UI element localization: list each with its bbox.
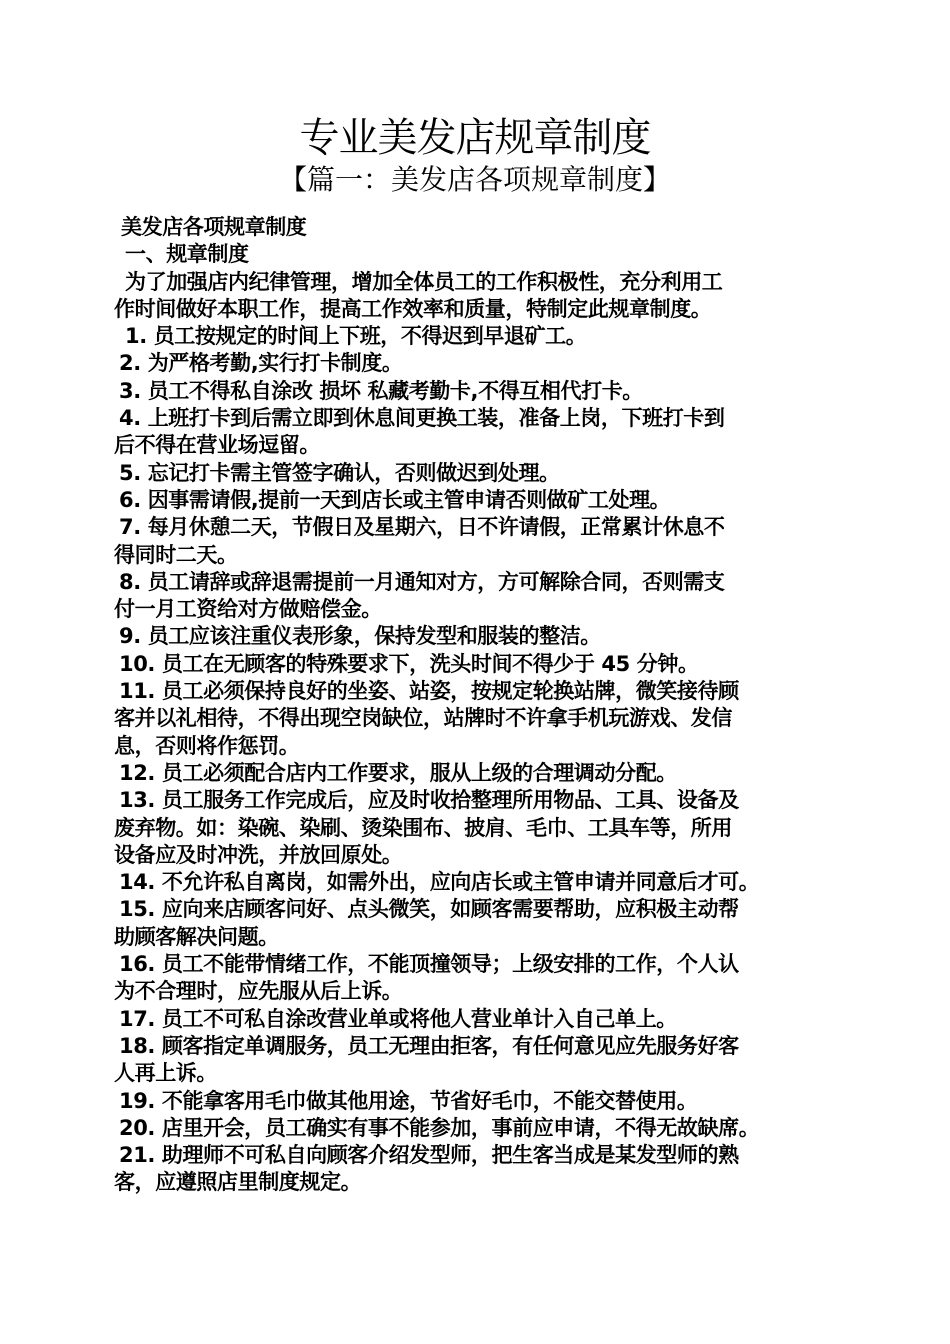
rule-line: 人再上诉。	[114, 1061, 217, 1086]
rule-line: 15. 应向来店顾客问好、点头微笑，如顾客需要帮助，应积极主动帮	[119, 897, 739, 922]
rule-line: 2. 为严格考勤,实行打卡制度。	[119, 351, 403, 376]
rule-line: 设备应及时冲洗，并放回原处。	[114, 842, 403, 867]
rule-line: 为不合理时，应先服从后上诉。	[114, 979, 403, 1004]
rule-line: 7. 每月休憩二天，节假日及星期六，日不许请假，正常累计休息不	[119, 515, 725, 540]
subsection-heading: 一、规章制度	[125, 242, 249, 267]
page-subtitle: 【篇一：美发店各项规章制度】	[278, 163, 671, 196]
intro-paragraph-line: 为了加强店内纪律管理，增加全体员工的工作积极性，充分利用工	[125, 269, 723, 294]
rule-line: 4. 上班打卡到后需立即到休息间更换工装，准备上岗，下班打卡到	[119, 406, 725, 431]
document-body	[114, 214, 842, 1197]
rule-line: 17. 员工不可私自涂改营业单或将他人营业单计入自己单上。	[119, 1006, 677, 1031]
rule-line: 1. 员工按规定的时间上下班，不得迟到早退矿工。	[125, 324, 587, 349]
rule-line: 21. 助理师不可私自向顾客介绍发型师，把生客当成是某发型师的熟	[119, 1143, 739, 1168]
intro-paragraph-line: 作时间做好本职工作，提高工作效率和质量，特制定此规章制度。	[114, 296, 712, 321]
rule-line: 得同时二天。	[114, 542, 238, 567]
rule-line: 12. 员工必须配合店内工作要求，服从上级的合理调动分配。	[119, 760, 677, 785]
rule-line: 19. 不能拿客用毛巾做其他用途，节省好毛巾，不能交替使用。	[119, 1088, 698, 1113]
rule-line: 13. 员工服务工作完成后，应及时收拾整理所用物品、工具、设备及	[119, 788, 739, 813]
rule-line: 废弃物。如：染碗、染刷、烫染围布、披肩、毛巾、工具车等，所用	[114, 815, 732, 840]
rule-line: 5. 忘记打卡需主管签字确认，否则做迟到处理。	[119, 460, 560, 485]
rule-line: 6. 因事需请假,提前一天到店长或主管申请否则做矿工处理。	[119, 487, 671, 512]
rule-line: 客并以礼相待，不得出现空岗缺位，站牌时不许拿手机玩游戏、发信	[114, 706, 732, 731]
rule-line: 息，否则将作惩罚。	[114, 733, 300, 758]
rule-line: 16. 员工不能带情绪工作，不能顶撞领导；上级安排的工作，个人认	[119, 952, 739, 977]
rule-line: 11. 员工必须保持良好的坐姿、站姿，按规定轮换站牌，微笑接待顾	[119, 679, 739, 704]
rule-line: 9. 员工应该注重仪表形象，保持发型和服装的整洁。	[119, 624, 601, 649]
rule-line: 客，应遵照店里制度规定。	[114, 1170, 362, 1195]
rule-line: 付一月工资给对方做赔偿金。	[114, 597, 382, 622]
rule-line: 助顾客解决问题。	[114, 924, 279, 949]
rule-line: 10. 员工在无顾客的特殊要求下，洗头时间不得少于 45 分钟。	[119, 651, 699, 676]
section-heading: 美发店各项规章制度	[121, 215, 307, 239]
page-title: 专业美发店规章制度	[299, 115, 651, 161]
rule-line: 3. 员工不得私自涂改 损坏 私藏考勤卡,不得互相代打卡。	[119, 378, 643, 403]
rule-line: 后不得在营业场逗留。	[114, 433, 320, 458]
rule-line: 20. 店里开会，员工确实有事不能参加，事前应申请，不得无故缺席。	[119, 1115, 760, 1140]
rule-line: 8. 员工请辞或辞退需提前一月通知对方，方可解除合同，否则需支	[119, 569, 725, 594]
rule-line: 18. 顾客指定单调服务，员工无理由拒客，有任何意见应先服务好客	[119, 1033, 739, 1058]
rule-line: 14. 不允许私自离岗，如需外出，应向店长或主管申请并同意后才可。	[119, 870, 760, 895]
